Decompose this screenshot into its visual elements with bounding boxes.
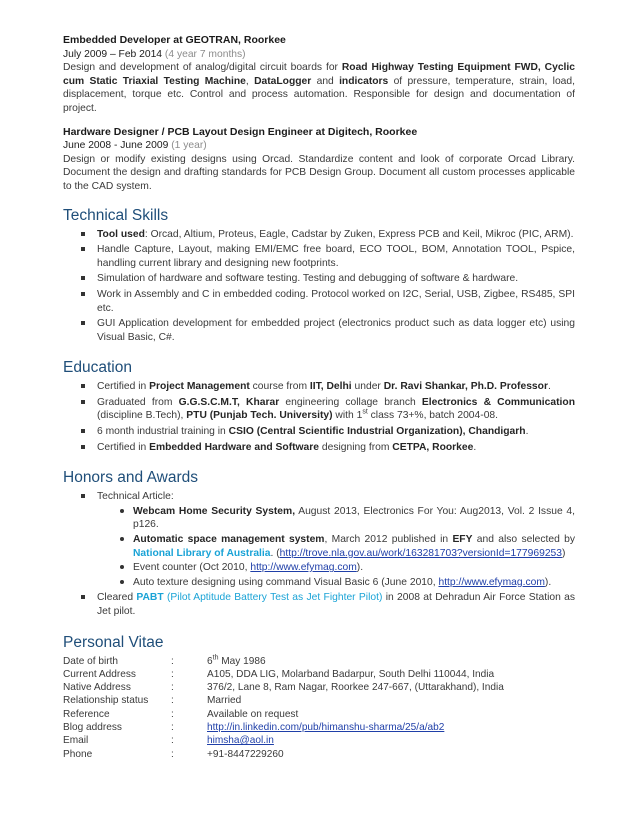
vitae-row: Reference : Available on request xyxy=(63,708,299,720)
education-list xyxy=(63,380,575,454)
trove-link[interactable]: http://trove.nla.gov.au/work/163281703?versionId=177969253 xyxy=(279,547,562,559)
job-duration: (1 year) xyxy=(171,140,207,152)
resume-page xyxy=(63,34,575,761)
vitae-row: Current Address : A105, DDA LIG, Molarband Badarpur, South Delhi 110044, India xyxy=(63,668,495,680)
education-item: Certified in Embedded Hardware and Software designing from CETPA, Roorkee. xyxy=(97,441,575,455)
skill-item: Work in Assembly and C in embedded coding. Protocol worked on I2C, Serial, USB, Zigbee, RS485, SPI etc. xyxy=(97,288,575,314)
section-heading-technical-skills: Technical Skills xyxy=(63,206,169,224)
job-duration: (4 year 7 months) xyxy=(164,48,246,60)
honors-list xyxy=(63,490,575,618)
email-link[interactable]: himsha@aol.in xyxy=(207,735,274,747)
vitae-table xyxy=(63,655,504,761)
honors-item-pabt: Cleared PABT (Pilot Aptitude Battery Test as Jet Fighter Pilot) in 2008 at Dehradun Air Force Station as Jet pilot. xyxy=(97,592,576,617)
vitae-row: Phone : +91-8447229260 xyxy=(63,748,284,760)
skill-item: Tool used: Orcad, Altium, Proteus, Eagle, Cadstar by Zuken, Express PCB and Keil, Mikroc (PIC, ARM). xyxy=(97,228,574,240)
job-title: Embedded Developer at GEOTRAN, Roorkee xyxy=(63,34,286,46)
education-item: Graduated from G.G.S.C.M.T, Kharar engineering collage branch Electronics & Communication (discipline B.Tech), PTU (Punjab Tech. University) with 1st class 73+%, batch 2004-08. xyxy=(97,396,575,422)
skill-item: Handle Capture, Layout, making EMI/EMC free board, ECO TOOL, BOM, Annotation TOOL, Pspice, handling current library and designing new footprints. xyxy=(97,244,575,269)
education-item: Certified in Project Management course from IIT, Delhi under Dr. Ravi Shankar, Ph.D. Professor. xyxy=(97,380,575,394)
job-description: Design or modify existing designs using Orcad. Standardize content and look of corporate Orcad Library. Document the design and drafting standards for PCB Design Group. Document all custom processes applicable to the CAD system. xyxy=(63,153,575,192)
section-heading-honors: Honors and Awards xyxy=(63,469,198,487)
experience-digitech xyxy=(63,126,575,194)
job-title: Hardware Designer / PCB Layout Design Engineer at Digitech, Roorkee xyxy=(63,125,418,138)
blog-link[interactable]: http://in.linkedin.com/pub/himanshu-sharma/25/a/ab2 xyxy=(207,722,445,734)
skills-list xyxy=(63,228,575,345)
job-description: Design and development of analog/digital circuit boards for Road Highway Testing Equipment FWD, Cyclic cum Static Triaxial Testing Machine, DataLogger and indicators of pressure, temperature, strain, load, displacement, torque etc. Control and process automation. Responsible for design and documentation of project. xyxy=(63,62,576,114)
efymag-link[interactable]: http://www.efymag.com xyxy=(250,562,357,574)
section-heading-education: Education xyxy=(63,359,132,377)
article-item: Automatic space management system, March 2012 published in EFY and also selected by National Library of Australia. (http://trove.nla.gov.au/work/163281703?versionId=177969253) xyxy=(133,534,575,559)
honors-item-articles: Technical Article: Webcam Home Security System, August 2013, Electronics For You: Aug2013, Vol. 2 Issue 4, p126. Automatic space management system, March 2012 published in EFY and also selected by National Library of Australia. (http://trove.nla.gov.au/work/163281703?versionId=177969253) Event counter (Oct 2010, http://www.efymag.com). Auto texture designing using command Visual Basic 6 (June 2010, http://www.efymag.com). xyxy=(97,491,575,588)
vitae-row: Email : himsha@aol.in xyxy=(63,735,274,747)
article-item: Event counter (Oct 2010, http://www.efymag.com). xyxy=(133,561,575,575)
vitae-row: Date of birth : 6th May 1986 xyxy=(63,654,266,667)
skill-item: Simulation of hardware and software testing. Testing and debugging of software & hardware. xyxy=(97,272,575,286)
skill-item: GUI Application development for embedded project (electronics product such as data logger etc) using Visual Basic, C#. xyxy=(97,318,575,343)
education-item: 6 month industrial training in CSIO (Central Scientific Industrial Organization), Chandigarh. xyxy=(97,425,575,439)
article-list xyxy=(97,505,575,590)
experience-geotran xyxy=(63,34,575,116)
efymag-link[interactable]: http://www.efymag.com xyxy=(438,576,545,588)
section-heading-personal-vitae: Personal Vitae xyxy=(63,633,164,651)
article-item: Webcam Home Security System, August 2013, Electronics For You: Aug2013, Vol. 2 Issue 4, p126. xyxy=(133,505,575,531)
vitae-row: Relationship status : Married xyxy=(63,695,242,707)
job-dates: June 2008 - June 2009 (1 year) xyxy=(63,140,207,152)
vitae-row: Native Address : 376/2, Lane 8, Ram Nagar, Roorkee 247-667, (Uttarakhand), India xyxy=(63,682,504,694)
job-dates: July 2009 – Feb 2014 (4 year 7 months) xyxy=(63,48,246,60)
vitae-row: Blog address : http://in.linkedin.com/pub/himanshu-sharma/25/a/ab2 xyxy=(63,722,445,734)
article-item: Auto texture designing using command Visual Basic 6 (June 2010, http://www.efymag.com). xyxy=(133,576,575,590)
